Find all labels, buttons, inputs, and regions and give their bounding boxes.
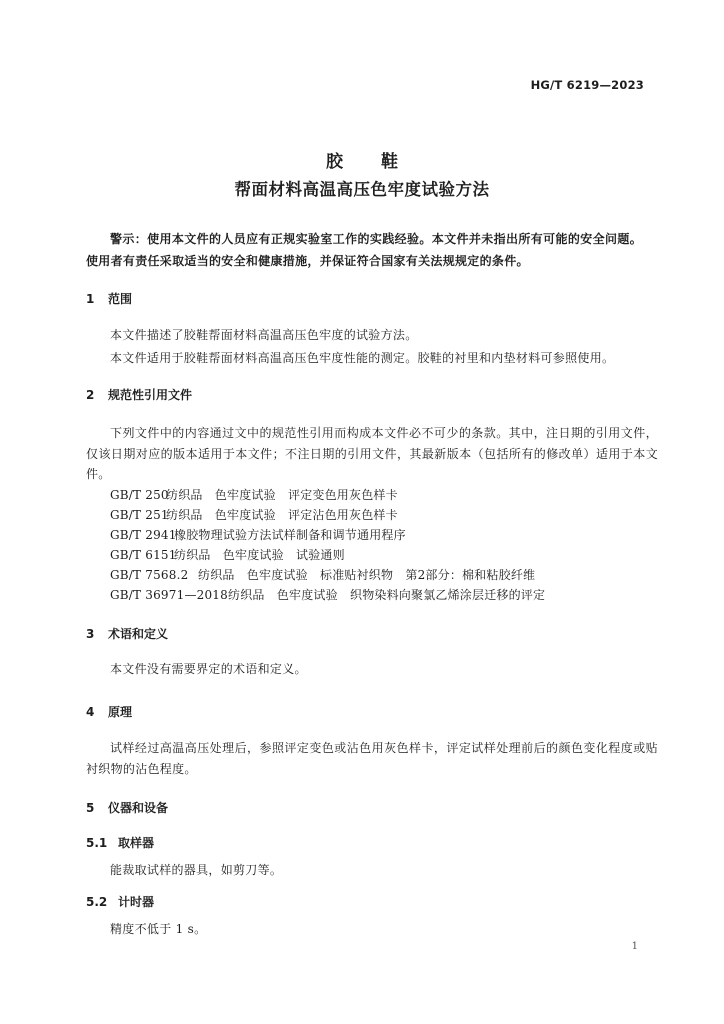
section-number: 2 bbox=[86, 388, 95, 402]
scope-paragraph-2: 本文件适用于胶鞋帮面材料高温高压色牢度性能的测定。胶鞋的衬里和内垫材料可参照使用。 bbox=[110, 351, 615, 365]
section-title: 仪器和设备 bbox=[108, 801, 169, 815]
sampler-paragraph: 能裁取试样的器具，如剪刀等。 bbox=[110, 863, 283, 877]
reference-code: GB/T 7568.2 bbox=[110, 568, 189, 582]
reference-code: GB/T 2941 bbox=[110, 528, 177, 542]
standard-number: HG/T 6219—2023 bbox=[530, 78, 644, 92]
reference-title: 纺织品 色牢度试验 标准贴衬织物 第2部分：棉和粘胶纤维 bbox=[198, 568, 536, 582]
reference-item bbox=[110, 546, 345, 563]
reference-title: 纺织品 色牢度试验 评定变色用灰色样卡 bbox=[166, 488, 398, 502]
section-title: 规范性引用文件 bbox=[108, 388, 193, 402]
subsection-title: 取样器 bbox=[118, 836, 155, 850]
terms-paragraph: 本文件没有需要界定的术语和定义。 bbox=[110, 662, 307, 676]
reference-code: GB/T 36971—2018 bbox=[110, 588, 228, 602]
section-title: 范围 bbox=[108, 292, 133, 306]
reference-code: GB/T 251 bbox=[110, 508, 169, 522]
subsection-number: 5.1 bbox=[86, 836, 108, 850]
reference-code: GB/T 6151 bbox=[110, 548, 177, 562]
subsection-5-2-heading bbox=[86, 893, 154, 910]
reference-title: 纺织品 色牢度试验 织物染料向聚氯乙烯涂层迁移的评定 bbox=[228, 588, 546, 602]
normative-intro-paragraph: 下列文件中的内容通过文中的规范性引用而构成本文件必不可少的条款。其中，注日期的引用文件，仅该日期对应的版本适用于本文件；不注日期的引用文件，其最新版本（包括所有的修改单）适用于本文件。 bbox=[86, 426, 658, 481]
section-title: 原理 bbox=[108, 705, 133, 719]
principle-paragraph: 试样经过高温高压处理后，参照评定变色或沾色用灰色样卡，评定试样处理前后的颜色变化程度或贴衬织物的沾色程度。 bbox=[86, 741, 658, 776]
reference-item bbox=[110, 506, 398, 523]
document-title-line1 bbox=[0, 147, 724, 172]
section-number: 5 bbox=[86, 801, 95, 815]
page-number: 1 bbox=[631, 941, 638, 952]
subsection-number: 5.2 bbox=[86, 895, 108, 909]
title-char-2: 鞋 bbox=[381, 152, 398, 172]
safety-warning: 警示：使用本文件的人员应有正规实验室工作的实践经验。本文件并未指出所有可能的安全问题。使用者有责任采取适当的安全和健康措施，并保证符合国家有关法规规定的条件。 bbox=[86, 232, 642, 268]
section-number: 1 bbox=[86, 292, 95, 306]
section-4-heading bbox=[86, 703, 132, 720]
section-2-heading bbox=[86, 386, 192, 403]
title-char-1: 胶 bbox=[326, 152, 343, 172]
subsection-title: 计时器 bbox=[118, 895, 155, 909]
reference-title: 纺织品 色牢度试验 试验通则 bbox=[174, 548, 345, 562]
subsection-5-1-heading bbox=[86, 834, 154, 851]
document-title-line2: 帮面材料高温高压色牢度试验方法 bbox=[234, 180, 490, 199]
reference-code: GB/T 250 bbox=[110, 488, 169, 502]
section-number: 3 bbox=[86, 627, 95, 641]
section-number: 4 bbox=[86, 705, 95, 719]
section-5-heading bbox=[86, 799, 168, 816]
reference-item bbox=[110, 586, 545, 603]
reference-title: 纺织品 色牢度试验 评定沾色用灰色样卡 bbox=[166, 508, 398, 522]
reference-title: 橡胶物理试验方法试样制备和调节通用程序 bbox=[174, 528, 406, 542]
reference-item bbox=[110, 526, 406, 543]
reference-item bbox=[110, 566, 535, 583]
section-1-heading bbox=[86, 290, 132, 307]
reference-item bbox=[110, 486, 398, 503]
section-title: 术语和定义 bbox=[108, 627, 169, 641]
section-3-heading bbox=[86, 625, 168, 642]
timer-paragraph: 精度不低于 1 s。 bbox=[110, 922, 207, 936]
scope-paragraph-1: 本文件描述了胶鞋帮面材料高温高压色牢度的试验方法。 bbox=[110, 328, 418, 342]
